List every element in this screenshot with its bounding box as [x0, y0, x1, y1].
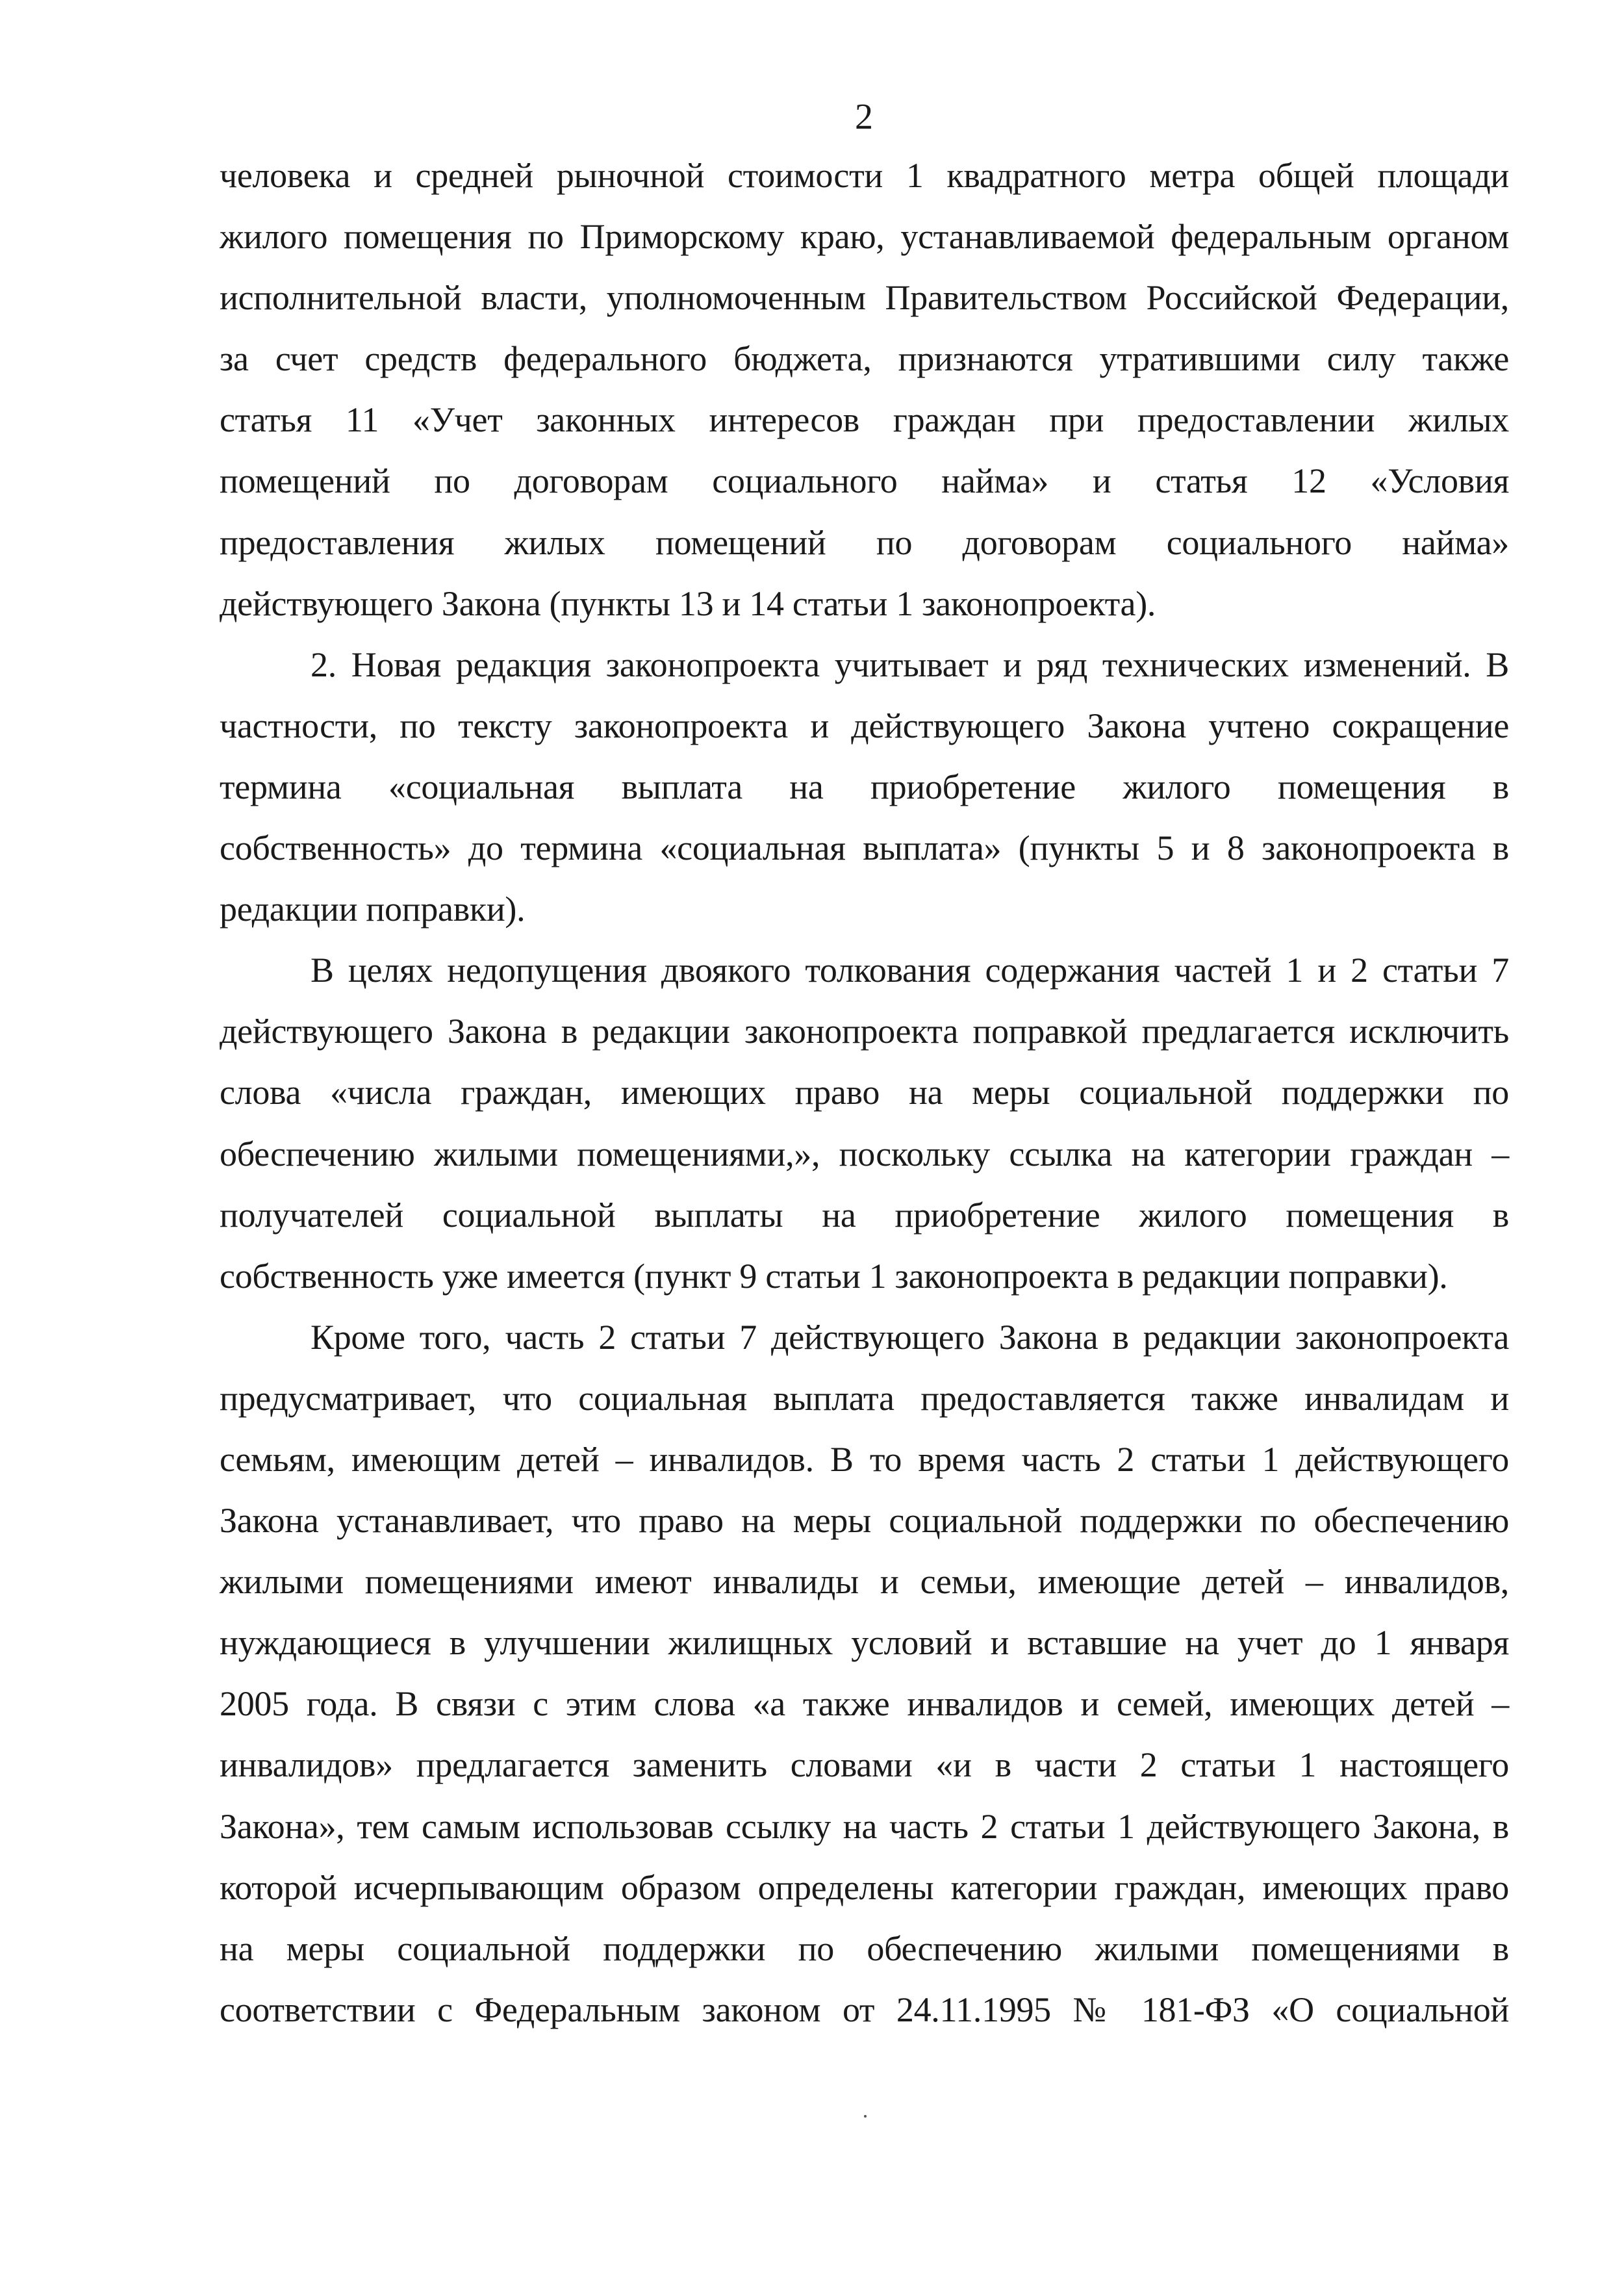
text-line: исполнительной власти, уполномоченным Правительством Российской Федерации,: [220, 278, 1509, 318]
document-body: [220, 145, 1509, 2040]
text-line: жилыми помещениями имеют инвалиды и семьи, имеющие детей – инвалидов,: [220, 1562, 1509, 1602]
text-line: помещений по договорам социального найма» и статья 12 «Условия: [220, 461, 1509, 501]
text-line: нуждающиеся в улучшении жилищных условий и вставшие на учет до 1 января: [220, 1623, 1509, 1663]
text-line: соответствии с Федеральным законом от 24.11.1995 № 181-ФЗ «О социальной: [220, 1990, 1509, 2029]
text-line: на меры социальной поддержки по обеспечению жилыми помещениями в: [220, 1928, 1509, 1968]
text-line: Закона устанавливает, что право на меры социальной поддержки по обеспечению: [220, 1501, 1509, 1541]
paragraph: [220, 634, 1509, 940]
paragraph: [220, 940, 1509, 1307]
text-line: обеспечению жилыми помещениями,», поскольку ссылка на категории граждан –: [220, 1134, 1509, 1173]
text-line: инвалидов» предлагается заменить словами «и в части 2 статьи 1 настоящего: [220, 1745, 1509, 1785]
text-line: семьям, имеющим детей – инвалидов. В то время часть 2 статьи 1 действующего: [220, 1439, 1509, 1479]
text-line: получателей социальной выплаты на приобретение жилого помещения в: [220, 1195, 1509, 1235]
text-line: действующего Закона в редакции законопроекта поправкой предлагается исключить: [220, 1012, 1509, 1051]
text-line: редакции поправки).: [220, 890, 526, 929]
text-line: за счет средств федерального бюджета, признаются утратившими силу также: [220, 339, 1509, 379]
text-line: собственность» до термина «социальная выплата» (пункты 5 и 8 законопроекта в: [220, 828, 1509, 868]
text-line: статья 11 «Учет законных интересов граждан при предоставлении жилых: [220, 400, 1509, 440]
text-line: предусматривает, что социальная выплата предоставляется также инвалидам и: [220, 1378, 1509, 1418]
text-line: действующего Закона (пункты 13 и 14 статьи 1 законопроекта).: [220, 583, 1156, 623]
text-line: Кроме того, часть 2 статьи 7 действующего Закона в редакции законопроекта: [311, 1317, 1509, 1357]
text-line: собственность уже имеется (пункт 9 статьи 1 законопроекта в редакции поправки).: [220, 1256, 1448, 1296]
text-line: Закона», тем самым использовав ссылку на часть 2 статьи 1 действующего Закона, в: [220, 1806, 1509, 1846]
text-line: жилого помещения по Приморскому краю, устанавливаемой федеральным органом: [220, 217, 1509, 257]
text-line: слова «числа граждан, имеющих право на меры социальной поддержки по: [220, 1073, 1509, 1112]
text-line: 2. Новая редакция законопроекта учитывает и ряд технических изменений. В: [311, 645, 1509, 684]
text-line: человека и средней рыночной стоимости 1 квадратного метра общей площади: [220, 156, 1509, 195]
paragraph: [220, 145, 1509, 634]
text-line: термина «социальная выплата на приобретение жилого помещения в: [220, 767, 1509, 806]
text-line: В целях недопущения двоякого толкования содержания частей 1 и 2 статьи 7: [311, 951, 1509, 990]
text-line: 2005 года. В связи с этим слова «а также инвалидов и семей, имеющих детей –: [220, 1684, 1509, 1724]
text-line: частности, по тексту законопроекта и действующего Закона учтено сокращение: [220, 706, 1509, 745]
scan-speck: [864, 2115, 867, 2118]
page-number: 2: [855, 97, 873, 137]
paragraph: [220, 1307, 1509, 2040]
text-line: которой исчерпывающим образом определены категории граждан, имеющих право: [220, 1867, 1509, 1907]
text-line: предоставления жилых помещений по договорам социального найма»: [220, 522, 1509, 562]
